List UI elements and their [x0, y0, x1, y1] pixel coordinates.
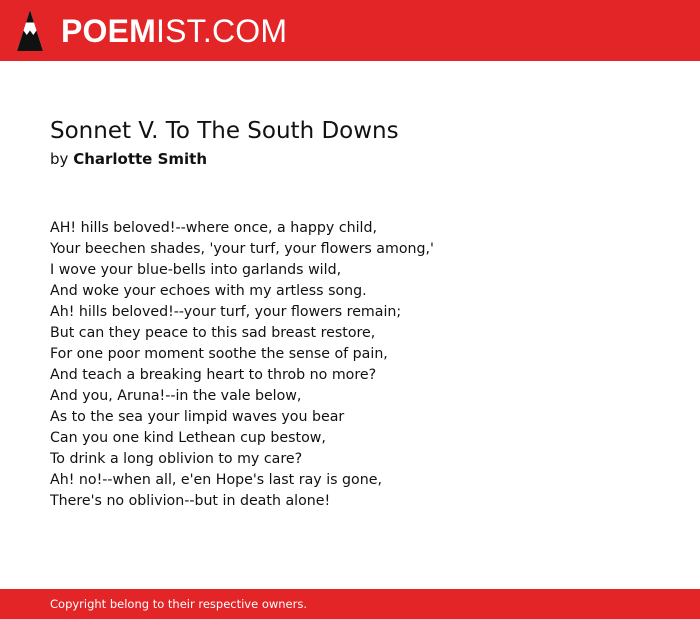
poem-body: [50, 218, 434, 512]
poem-line: But can they peace to this sad breast restore,: [50, 325, 376, 341]
poem-line: Ah! no!--when all, e'en Hope's last ray is gone,: [50, 472, 382, 488]
logo-light-part: IST.COM: [156, 13, 288, 49]
poem-line: As to the sea your limpid waves you bear: [50, 409, 345, 425]
copyright-text: Copyright belong to their respective owners.: [50, 597, 308, 611]
poem-byline: [50, 149, 207, 169]
poem-line: AH! hills beloved!--where once, a happy child,: [50, 220, 378, 236]
poem-line: For one poor moment soothe the sense of pain,: [50, 346, 388, 362]
poem-line: Ah! hills beloved!--your turf, your flowers remain;: [50, 304, 402, 320]
poem-line: Can you one kind Lethean cup bestow,: [50, 430, 326, 446]
poem-title: Sonnet V. To The South Downs: [50, 118, 399, 144]
site-footer: [0, 589, 700, 619]
poem-line: There's no oblivion--but in death alone!: [50, 493, 331, 509]
poem-line: Your beechen shades, 'your turf, your flowers among,': [50, 241, 434, 257]
by-label: by: [50, 150, 69, 168]
logo-bold-part: POEM: [61, 13, 157, 49]
author-name: Charlotte Smith: [73, 150, 208, 168]
poem-line: And teach a breaking heart to throb no more?: [50, 367, 377, 383]
poem-line: To drink a long oblivion to my care?: [50, 451, 303, 467]
site-logo-text[interactable]: [61, 12, 287, 50]
poem-line: And you, Aruna!--in the vale below,: [50, 388, 302, 404]
poem-line: And woke your echoes with my artless song.: [50, 283, 367, 299]
poem-line: I wove your blue-bells into garlands wild,: [50, 262, 342, 278]
pencil-tip-icon[interactable]: [17, 10, 43, 51]
site-header: [0, 0, 700, 61]
